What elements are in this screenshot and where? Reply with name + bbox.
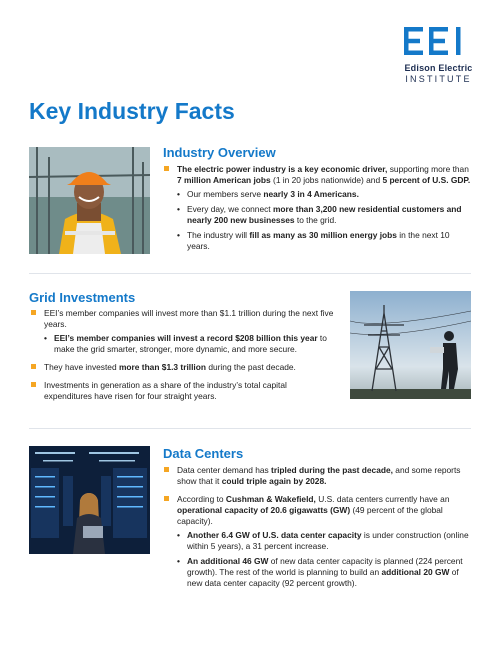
list-item: They have invested more than $1.3 trillion during the past decade. [44,362,334,373]
logo-name-line2: INSTITUTE [405,74,472,84]
list-item: • EEI’s member companies will invest a record $208 billion this year to make the grid smarter, stronger, more dynamic, and more secure. [44,333,334,355]
list-item: • The industry will fill as many as 30 million energy jobs in the next 10 years. [177,230,473,252]
bullet-square-icon [164,166,169,171]
bullet-square-icon [31,364,36,369]
section-divider [29,273,471,274]
list-item: Data center demand has tripled during the past decade, and some reports show that it could triple again by 2028. [177,465,473,487]
eei-logo-mark [404,27,474,55]
list-item: EEI’s member companies will invest more than $1.1 trillion during the next five years. • EEI’s member companies will invest a record $208 billion this year to make the grid smarter, stronger, more dynamic, and more secure. [44,308,334,355]
list-item: Investments in generation as a share of the industry’s total capital expenditures have risen for four straight years. [44,380,334,402]
bullet-square-icon [164,467,169,472]
list-item: According to Cushman & Wakefield, U.S. data centers currently have an operational capacity of 20.6 gigawatts (GW) (49 percent of the global capacity). • Another 6.4 GW of U.S. data center capacity is under construction (online within 5 years), a 31 percent increase. • An additional 46 GW of new data center capacity is planned (224 percent growth). The rest of the world is planning to build an additional 20 GW of new data center capacity (92 percent growth). [177,494,473,589]
grid-investments-body [44,308,334,409]
list-item: • An additional 46 GW of new data center capacity is planned (224 percent growth). The rest of the world is planning to build an additional 20 GW of new data center capacity (92 percent growth). [177,556,473,589]
data-centers-heading: Data Centers [163,446,244,461]
lineworker-photo [29,147,150,254]
industry-overview-heading: Industry Overview [163,145,276,160]
bullet-square-icon [164,496,169,501]
data-centers-body [177,465,473,596]
transmission-tower-photo [350,291,471,399]
list-item: • Every day, we connect more than 3,200 new residential customers and nearly 200 new businesses to the grid. [177,204,473,226]
bullet-square-icon [31,310,36,315]
section-divider [29,428,471,429]
list-item: • Our members serve nearly 3 in 4 Americans. [177,189,473,200]
data-center-photo [29,446,150,554]
list-item: The electric power industry is a key economic driver, supporting more than 7 million American jobs (1 in 20 jobs nationwide) and 5 percent of U.S. GDP. • Our members serve nearly 3 in 4 Americans. • Every day, we connect more than 3,200 new residential customers and nearly 200 new businesses to the grid. • The industry will fill as many as 30 million energy jobs in the next 10 years. [177,164,473,252]
bullet-square-icon [31,382,36,387]
grid-investments-heading: Grid Investments [29,290,136,305]
page-title: Key Industry Facts [29,98,235,124]
list-item: • Another 6.4 GW of U.S. data center capacity is under construction (online within 5 years), a 31 percent increase. [177,530,473,552]
industry-overview-body [177,164,473,259]
logo-name-line1: Edison Electric [404,63,473,73]
